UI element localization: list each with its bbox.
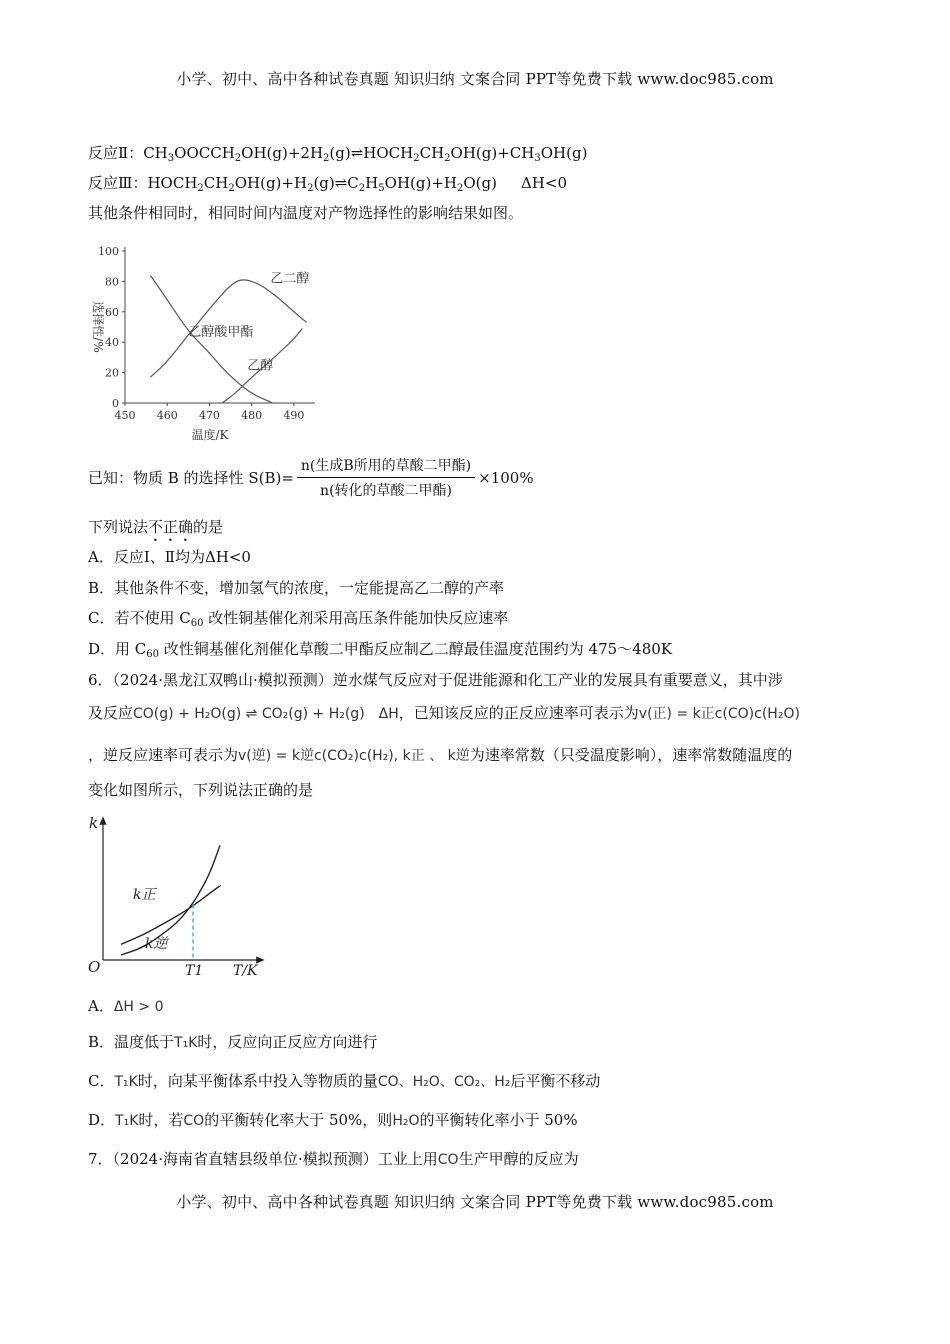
y-tick-label: 80 bbox=[105, 275, 119, 289]
q6-option-b: B．温度低于T₁K时，反应向正反应方向进行 bbox=[88, 1033, 378, 1051]
x-axis-label: T/K bbox=[233, 963, 258, 979]
q6-line-4: 变化如图所示，下列说法正确的是 bbox=[88, 781, 314, 799]
q5-option-a: A．反应Ⅰ、Ⅱ均为ΔH<0 bbox=[88, 548, 251, 566]
selectivity-chart bbox=[80, 235, 340, 445]
origin-label: O bbox=[88, 958, 101, 976]
q6-line-1: 6．（2024·黑龙江双鸭山·模拟预测）逆水煤气反应对于促进能源和化工产业的发展具有重要意义，其中涉 bbox=[88, 671, 783, 689]
q5-option-b: B．其他条件不变，增加氢气的浓度，一定能提高乙二醇的产率 bbox=[88, 579, 505, 597]
q6-option-d: D．T₁K时，若CO的平衡转化率大于 50%，则H₂O的平衡转化率小于 50% bbox=[88, 1111, 578, 1129]
x-tick-label: 450 bbox=[114, 409, 136, 422]
q6-line-2: 及反应CO(g) + H₂O(g) ⇌ CO₂(g) + H₂(g) ΔH，已知该反应的正反应速率可表示为v(正) = k正c(CO)c(H₂O) bbox=[88, 704, 800, 722]
selectivity-fraction: $\frac{\text{n(生成B所用的草酸二甲酯)}}{\text{n(转化的草酸二甲酯)}}$ bbox=[297, 455, 475, 500]
known-definition: 已知：物质 B 的选择性 S(B)= $\frac{\text{n(生成B所用的草酸二甲酯)}}{\text{n(转化的草酸二甲酯)}}$ ×100% bbox=[88, 455, 534, 500]
series-label-3: 乙醇 bbox=[247, 358, 274, 374]
x-tick-label: 460 bbox=[156, 409, 178, 422]
q6-option-a: A．ΔH > 0 bbox=[88, 997, 164, 1015]
q5-option-d: D．用 $C_{60}$ 改性铜基催化剂催化草酸二甲酯反应制乙二醇最佳温度范围约为 475～480K bbox=[88, 640, 673, 660]
t1-label: T1 bbox=[185, 963, 204, 979]
reaction-2: 反应Ⅱ：$CH_3OOCCH_2OH(g)+2H_2(g)\rightleftharpoons HOCH_2CH_2OH(g)+CH_3OH(g)$ bbox=[88, 144, 588, 164]
q6-option-c: C．T₁K时，向某平衡体系中投入等物质的量CO、H₂O、CO₂、H₂后平衡不移动 bbox=[88, 1072, 601, 1090]
x-tick-label: 490 bbox=[283, 409, 305, 422]
series-label-1: 乙二醇 bbox=[270, 271, 310, 287]
page-header: 小学、初中、高中各种试卷真题 知识归纳 文案合同 PPT等免费下载 www.doc985.com bbox=[176, 70, 774, 88]
y-tick-label: 100 bbox=[98, 245, 119, 258]
q5-option-c: C．若不使用 $C_{60}$ 改性铜基催化剂采用高压条件能加快反应速率 bbox=[88, 609, 509, 629]
y-tick-label: 40 bbox=[105, 336, 119, 350]
intro-text: 其他条件相同时，相同时间内温度对产物选择性的影响结果如图。 bbox=[88, 204, 524, 222]
q6-line-3: ，逆反应速率可表示为v(逆) = k逆c(CO₂)c(H₂), k正 、 k逆为速率常数（只受温度影响），速率常数随温度的 bbox=[88, 746, 793, 764]
y-tick-label: 20 bbox=[105, 366, 119, 380]
series-label-2: k逆 bbox=[145, 936, 168, 952]
y-axis-label: 选择性/% bbox=[91, 301, 105, 353]
x-axis-label: 温度/K bbox=[191, 428, 229, 442]
y-tick-label: 60 bbox=[105, 305, 119, 319]
y-axis-label: k bbox=[89, 814, 99, 832]
page-footer: 小学、初中、高中各种试卷真题 知识归纳 文案合同 PPT等免费下载 www.doc985.com bbox=[176, 1193, 774, 1211]
x-tick-label: 480 bbox=[241, 409, 263, 422]
q5-stem: 下列说法不正确的是 bbox=[88, 518, 224, 536]
x-tick-label: 470 bbox=[198, 409, 220, 422]
q7-line-1: 7．（2024·海南省直辖县级单位·模拟预测）工业上用CO生产甲醇的反应为 bbox=[88, 1150, 579, 1168]
y-tick-label: 0 bbox=[112, 397, 119, 410]
series-label-1: k正 bbox=[133, 887, 156, 903]
series-label-2: 乙醇酸甲酯 bbox=[188, 325, 254, 341]
reaction-3: 反应Ⅲ：$HOCH_2CH_2OH(g)+H_2(g)\rightleftharpoons C_2H_5OH(g)+H_2O(g)$ ΔH<0 bbox=[88, 174, 567, 194]
rate-constant-chart bbox=[85, 810, 270, 985]
